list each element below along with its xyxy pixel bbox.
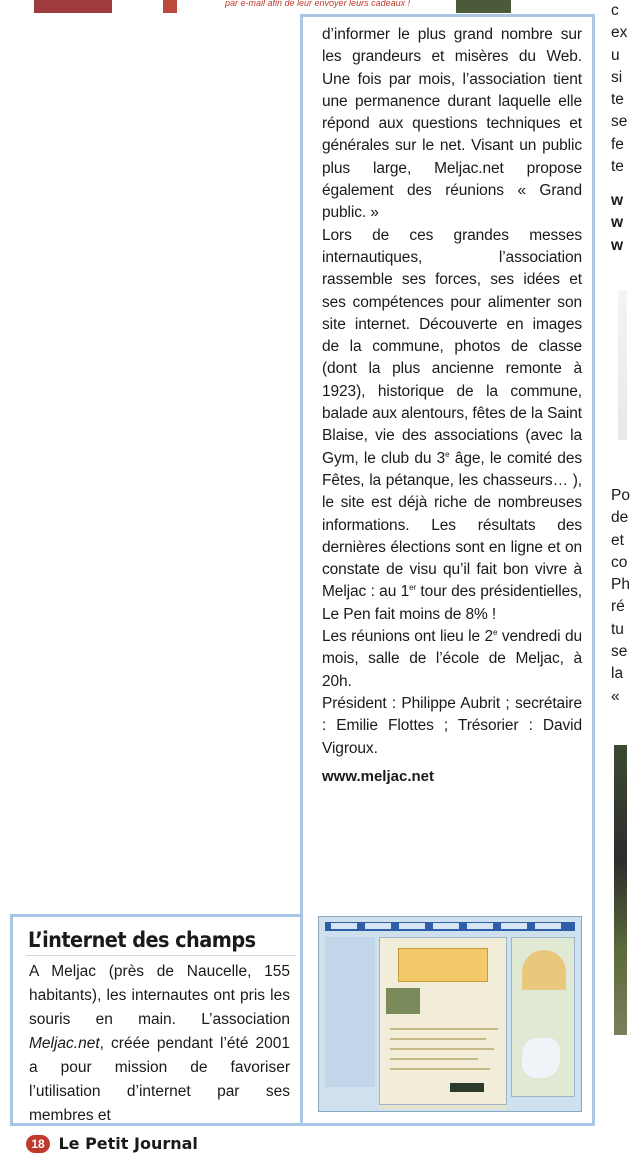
edge-text: Po de et co Ph ré tu se la « xyxy=(611,487,630,705)
screenshot-left-panel xyxy=(325,937,375,1087)
article-paragraph: Président : Philippe Aubrit ; secrétaire : Emilie Flottes ; Trésorier : David Vigroux. xyxy=(322,694,582,757)
screenshot-text-line xyxy=(390,1048,494,1050)
screenshot-footer xyxy=(379,1105,507,1109)
screenshot-text-line xyxy=(390,1028,498,1030)
page-footer xyxy=(26,1134,198,1154)
screenshot-nav-tab xyxy=(467,923,493,929)
screenshot-text-line xyxy=(390,1058,478,1060)
screenshot-map-image xyxy=(522,1038,560,1078)
screenshot-content xyxy=(379,937,507,1105)
article-headline: L’internet des champs xyxy=(28,928,256,952)
headline-rule xyxy=(26,955,296,956)
screenshot-text-line xyxy=(390,1038,486,1040)
top-caption: par e-mail afin de leur envoyer leurs cadeaux ! xyxy=(225,0,411,8)
screenshot-nav-tab xyxy=(433,923,459,929)
top-thumbnail-left xyxy=(34,0,112,13)
article-body xyxy=(322,24,582,788)
screenshot-text-line xyxy=(390,1068,490,1070)
screenshot-arch-image xyxy=(522,950,566,990)
article-paragraph: Les réunions ont lieu le 2e vendredi du mois, salle de l’école de Meljac, à 20h. xyxy=(322,628,582,690)
top-thumbnail-middle xyxy=(163,0,177,13)
edge-text: c ex u si te se fe te xyxy=(611,2,628,176)
screenshot-banner xyxy=(398,948,488,982)
website-link[interactable]: www.meljac.net xyxy=(322,767,434,785)
website-screenshot-image xyxy=(318,916,582,1112)
screenshot-right-panel xyxy=(511,937,575,1097)
intro-text: A Meljac (près de Naucelle, 155 habitants), les internautes ont pris les souris en main. L’association Meljac.net, créée pendant l’été 2001 a pour mission de favoriser l’utilisation d’internet par ses membres et xyxy=(29,963,290,1124)
screenshot-photo xyxy=(386,988,420,1014)
article-paragraph: Lors de ces grandes messes internautiques, l’association rassemble ses forces, ses idées et ses compétences pour alimenter son site internet. Découverte en images de la commune, photos de classe (dont la plus ancienne remonte à 1923), historique de la commune, balade aux alentours, fêtes de la Saint Blaise, vie des associations (avec la Gym, le club du 3e âge, le comité des Fêtes, la pétanque, les chasseurs… ), le site est déjà riche de nombreuses informations. Les résultats des dernières élections sont en ligne et on constate de visu qu’il fait bon vivre à Meljac : au 1er tour des présidentielles, Le Pen fait moins de 8% ! xyxy=(322,226,582,623)
publication-name: Le Petit Journal xyxy=(58,1134,198,1153)
screenshot-nav-tab xyxy=(399,923,425,929)
page-number-badge: 18 xyxy=(26,1135,50,1153)
edge-image-strip xyxy=(618,290,627,440)
edge-text-bold: w w w xyxy=(611,192,624,254)
screenshot-visit-counter xyxy=(450,1083,484,1092)
screenshot-nav-tab xyxy=(501,923,527,929)
top-thumbnail-right xyxy=(456,0,511,13)
screenshot-nav-tab xyxy=(365,923,391,929)
screenshot-nav-tab xyxy=(535,923,561,929)
article-paragraph: d’informer le plus grand nombre sur les grandeurs et misères du Web. Une fois par mois, l’association tient une permanence durant laquelle elle répond aux questions techniques et générales sur le net. Visant un public plus large, Meljac.net propose également des réunions « Grand public. » xyxy=(322,26,582,222)
screenshot-nav-tab xyxy=(331,923,357,929)
edge-photo xyxy=(614,745,627,1035)
